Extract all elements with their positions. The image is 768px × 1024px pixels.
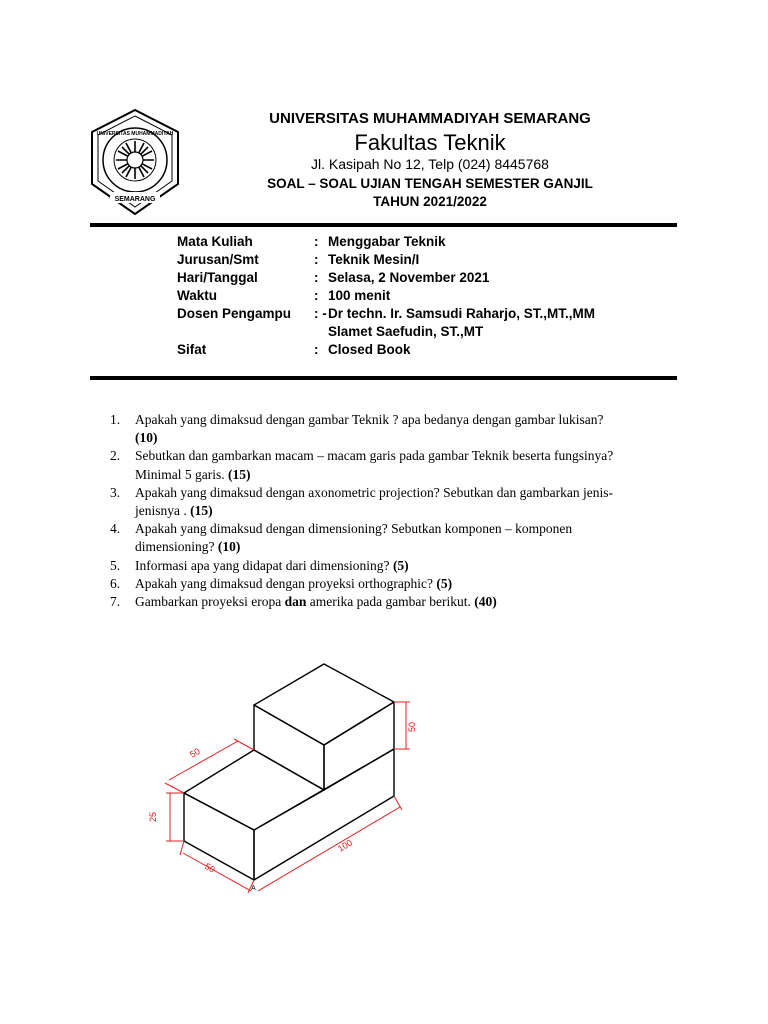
- question-text: Apakah yang dimaksud dengan dimensioning? Sebutkan komponen – komponen: [135, 521, 573, 537]
- question-item: [110, 447, 690, 483]
- info-separator: :: [314, 252, 319, 267]
- info-separator: :: [314, 288, 319, 303]
- info-label: Waktu: [177, 288, 217, 303]
- question-item: [110, 411, 690, 447]
- question-text: amerika pada gambar berikut.: [309, 594, 471, 610]
- isometric-figure: [140, 650, 440, 900]
- info-label: Hari/Tanggal: [177, 270, 258, 285]
- info-label: Dosen Pengampu: [177, 306, 292, 321]
- corner-label: A: [251, 885, 256, 892]
- question-score: (40): [474, 594, 497, 610]
- bottom-divider: [90, 376, 677, 380]
- question-text: Apakah yang dimaksud dengan axonometric projection? Sebutkan dan gambarkan jenis-: [135, 484, 613, 500]
- university-name: UNIVERSITAS MUHAMMADIYAH SEMARANG: [269, 110, 591, 127]
- question-number: 7.: [110, 594, 121, 610]
- question-text: Sebutkan dan gambarkan macam – macam garis pada gambar Teknik beserta fungsinya?: [135, 448, 614, 464]
- info-separator: : -: [314, 306, 327, 321]
- exam-title: SOAL – SOAL UJIAN TENGAH SEMESTER GANJIL: [267, 176, 593, 191]
- question-text-cont: dimensioning?: [135, 539, 215, 555]
- question-score: (5): [392, 557, 409, 573]
- question-text-cont: Minimal 5 garis.: [135, 466, 225, 482]
- info-value: Slamet Saefudin, ST.,MT: [328, 324, 484, 339]
- question-text: Apakah yang dimaksud dengan gambar Teknik ? apa bedanya dengan gambar lukisan?: [135, 412, 604, 427]
- dim-label-left: 25: [148, 811, 158, 822]
- info-value: Menggabar Teknik: [328, 234, 446, 249]
- dimension-lines: [165, 702, 410, 893]
- question-text: Apakah yang dimaksud dengan proyeksi orthographic?: [135, 575, 434, 591]
- info-value: Closed Book: [328, 342, 411, 357]
- question-item: [110, 557, 690, 575]
- top-divider: [90, 223, 677, 227]
- dimension-labels: [148, 722, 417, 875]
- logo-text-top: UNIVERSITAS MUHAMMADIYAH: [96, 131, 174, 137]
- university-logo: [88, 108, 182, 216]
- faculty-name: Fakultas Teknik: [354, 130, 506, 155]
- info-separator: :: [314, 342, 319, 357]
- question-number: 1.: [110, 412, 121, 427]
- info-label: Jurusan/Smt: [177, 252, 259, 267]
- question-item: [110, 575, 690, 593]
- question-item: [110, 520, 690, 556]
- dim-label-top: 50: [188, 746, 202, 760]
- academic-year: TAHUN 2021/2022: [373, 194, 487, 209]
- info-value: Selasa, 2 November 2021: [328, 270, 490, 285]
- question-item: [110, 484, 690, 520]
- logo-text-bottom: SEMARANG: [114, 196, 156, 203]
- info-separator: :: [314, 270, 319, 285]
- object-outline: [184, 664, 394, 880]
- question-score: (15): [228, 466, 251, 482]
- question-score: (15): [190, 503, 213, 519]
- question-list: [110, 411, 690, 611]
- question-score: (5): [436, 575, 453, 591]
- question-number: 4.: [110, 521, 121, 537]
- question-number: 6.: [110, 575, 121, 591]
- info-label: Sifat: [177, 342, 207, 357]
- question-number: 3.: [110, 484, 121, 500]
- dim-label-length: 100: [336, 837, 355, 854]
- info-separator: :: [314, 234, 319, 249]
- info-value: 100 menit: [328, 288, 391, 303]
- info-value: Dr techn. Ir. Samsudi Raharjo, ST.,MT.,MM: [328, 306, 596, 321]
- question-number: 5.: [110, 557, 121, 573]
- question-number: 2.: [110, 448, 121, 464]
- question-text-bold: dan: [284, 594, 307, 610]
- question-score: (10): [135, 430, 158, 446]
- info-label: Mata Kuliah: [177, 234, 253, 249]
- dim-label-bottom: 50: [203, 861, 217, 875]
- question-item: [110, 593, 690, 611]
- address: Jl. Kasipah No 12, Telp (024) 8445768: [311, 156, 549, 172]
- question-text: Gambarkan proyeksi eropa: [135, 594, 282, 610]
- dim-label-right: 50: [407, 721, 417, 732]
- info-value: Teknik Mesin/I: [328, 252, 420, 267]
- question-text: Informasi apa yang didapat dari dimensioning?: [135, 557, 390, 573]
- question-score: (10): [217, 539, 241, 555]
- question-text-cont: jenisnya .: [135, 503, 187, 519]
